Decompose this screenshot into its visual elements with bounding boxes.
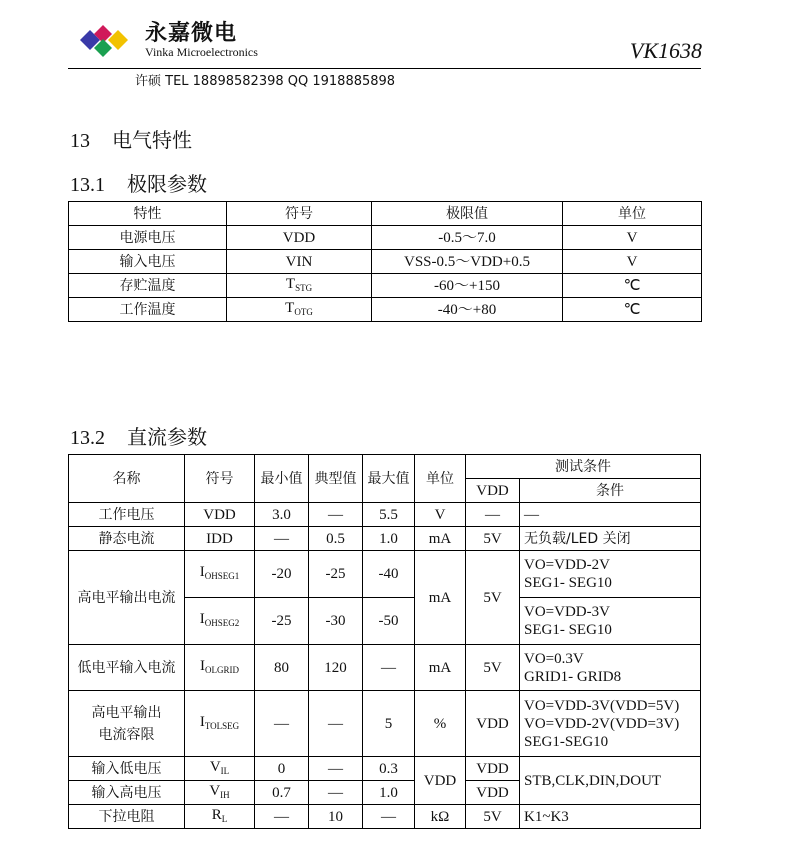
test-vdd: 5V xyxy=(466,645,520,691)
column-header: 符号 xyxy=(227,202,372,226)
min-value: 0.7 xyxy=(255,781,309,805)
max-value: 0.3 xyxy=(363,757,415,781)
table-row xyxy=(69,503,701,527)
column-header: 特性 xyxy=(69,202,227,226)
param-name: 下拉电阻 xyxy=(69,805,185,829)
vinka-logo-icon xyxy=(68,18,140,62)
param-name: 输入电压 xyxy=(69,250,227,274)
param-symbol: VIN xyxy=(227,250,372,274)
brand-name-cn: 永嘉微电 xyxy=(145,21,238,46)
test-condition: VO=0.3V GRID1- GRID8 xyxy=(520,645,701,691)
param-name: 高电平输出电流 xyxy=(69,551,185,645)
param-name: 工作电压 xyxy=(69,503,185,527)
dc-parameters-table xyxy=(68,454,701,829)
table-row xyxy=(69,805,701,829)
table-row xyxy=(69,691,701,757)
section-number: 13 xyxy=(70,130,90,152)
param-unit: mA xyxy=(415,527,466,551)
section-title: 极限参数 xyxy=(127,172,207,196)
column-header: 单位 xyxy=(563,202,702,226)
param-symbol: $T_{OTG}$ xyxy=(227,298,372,322)
min-value: -20 xyxy=(255,551,309,598)
param-symbol: $V_{IL}$ xyxy=(185,757,255,781)
param-symbol: VDD xyxy=(227,226,372,250)
param-symbol: $V_{IH}$ xyxy=(185,781,255,805)
param-limit: VSS-0.5～VDD+0.5 xyxy=(372,250,563,274)
model-number: VK1638 xyxy=(629,38,702,63)
section-13-heading xyxy=(70,124,192,153)
max-value: 5.5 xyxy=(363,503,415,527)
max-value: — xyxy=(363,805,415,829)
section-number: 13.1 xyxy=(70,174,105,196)
table-row xyxy=(69,551,701,598)
test-condition: VO=VDD-3V(VDD=5V) VO=VDD-2V(VDD=3V) SEG1-SEG10 xyxy=(520,691,701,757)
max-value: — xyxy=(363,645,415,691)
test-vdd: 5V xyxy=(466,805,520,829)
column-header: 单位 xyxy=(415,455,466,503)
section-number: 13.2 xyxy=(70,427,105,449)
max-value: 1.0 xyxy=(363,527,415,551)
min-value: 80 xyxy=(255,645,309,691)
param-unit: mA xyxy=(415,551,466,645)
min-value: — xyxy=(255,805,309,829)
param-unit: kΩ xyxy=(415,805,466,829)
param-symbol: $T_{STG}$ xyxy=(227,274,372,298)
table-header-row xyxy=(69,455,701,479)
param-unit: V xyxy=(563,226,702,250)
test-vdd: VDD xyxy=(466,781,520,805)
section-title: 直流参数 xyxy=(127,425,207,449)
typ-value: -30 xyxy=(309,598,363,645)
typ-value: — xyxy=(309,503,363,527)
test-condition: VO=VDD-2V SEG1- SEG10 xyxy=(520,551,701,598)
param-unit: mA xyxy=(415,645,466,691)
max-value: 1.0 xyxy=(363,781,415,805)
test-vdd: 5V xyxy=(466,527,520,551)
param-symbol: IDD xyxy=(185,527,255,551)
param-unit: % xyxy=(415,691,466,757)
param-symbol: $I_{OHSEG2}$ xyxy=(185,598,255,645)
test-condition: K1~K3 xyxy=(520,805,701,829)
param-name: 工作温度 xyxy=(69,298,227,322)
max-value: 5 xyxy=(363,691,415,757)
param-symbol: $R_L$ xyxy=(185,805,255,829)
test-condition: 无负载/LED 关闭 xyxy=(520,527,701,551)
column-header: 最小值 xyxy=(255,455,309,503)
table-row xyxy=(69,298,702,322)
test-vdd: — xyxy=(466,503,520,527)
param-unit: V xyxy=(415,503,466,527)
param-name: 静态电流 xyxy=(69,527,185,551)
column-header: 条件 xyxy=(520,479,701,503)
typ-value: — xyxy=(309,691,363,757)
typ-value: 10 xyxy=(309,805,363,829)
table-header-row xyxy=(69,202,702,226)
section-title: 电气特性 xyxy=(112,128,192,152)
table-row xyxy=(69,250,702,274)
param-name: 电源电压 xyxy=(69,226,227,250)
table-row xyxy=(69,226,702,250)
typ-value: — xyxy=(309,757,363,781)
header-divider xyxy=(68,68,701,69)
contact-info: 许硕 TEL 18898582398 QQ 1918885898 xyxy=(135,74,396,89)
param-name: 高电平输出 电流容限 xyxy=(69,691,185,757)
param-symbol: $I_{OLGRID}$ xyxy=(185,645,255,691)
max-value: -40 xyxy=(363,551,415,598)
section-13-2-heading xyxy=(70,421,207,450)
table-row xyxy=(69,527,701,551)
test-vdd: VDD xyxy=(466,691,520,757)
test-condition: STB,CLK,DIN,DOUT xyxy=(520,757,701,805)
min-value: -25 xyxy=(255,598,309,645)
min-value: — xyxy=(255,691,309,757)
typ-value: — xyxy=(309,781,363,805)
min-value: 0 xyxy=(255,757,309,781)
typ-value: 120 xyxy=(309,645,363,691)
column-header: 典型值 xyxy=(309,455,363,503)
min-value: 3.0 xyxy=(255,503,309,527)
table-row xyxy=(69,645,701,691)
table-row xyxy=(69,274,702,298)
param-limit: -60～+150 xyxy=(372,274,563,298)
column-header: 符号 xyxy=(185,455,255,503)
typ-value: -25 xyxy=(309,551,363,598)
section-13-1-heading xyxy=(70,168,207,197)
brand-name-en: Vinka Microelectronics xyxy=(145,45,258,59)
table-row xyxy=(69,757,701,781)
param-unit: VDD xyxy=(415,757,466,805)
param-symbol: VDD xyxy=(185,503,255,527)
column-header: 名称 xyxy=(69,455,185,503)
param-unit: ℃ xyxy=(563,298,702,322)
column-header: 测试条件 xyxy=(466,455,701,479)
max-value: -50 xyxy=(363,598,415,645)
param-name: 低电平输入电流 xyxy=(69,645,185,691)
param-limit: -0.5～7.0 xyxy=(372,226,563,250)
param-name: 输入低电压 xyxy=(69,757,185,781)
typ-value: 0.5 xyxy=(309,527,363,551)
param-limit: -40～+80 xyxy=(372,298,563,322)
param-symbol: $I_{TOLSEG}$ xyxy=(185,691,255,757)
test-vdd: VDD xyxy=(466,757,520,781)
test-condition: — xyxy=(520,503,701,527)
param-name: 存贮温度 xyxy=(69,274,227,298)
param-name: 输入高电压 xyxy=(69,781,185,805)
column-header: VDD xyxy=(466,479,520,503)
param-unit: ℃ xyxy=(563,274,702,298)
column-header: 极限值 xyxy=(372,202,563,226)
test-vdd: 5V xyxy=(466,551,520,645)
test-condition: VO=VDD-3V SEG1- SEG10 xyxy=(520,598,701,645)
param-symbol: $I_{OHSEG1}$ xyxy=(185,551,255,598)
min-value: — xyxy=(255,527,309,551)
param-unit: V xyxy=(563,250,702,274)
absolute-limits-table xyxy=(68,201,702,322)
column-header: 最大值 xyxy=(363,455,415,503)
